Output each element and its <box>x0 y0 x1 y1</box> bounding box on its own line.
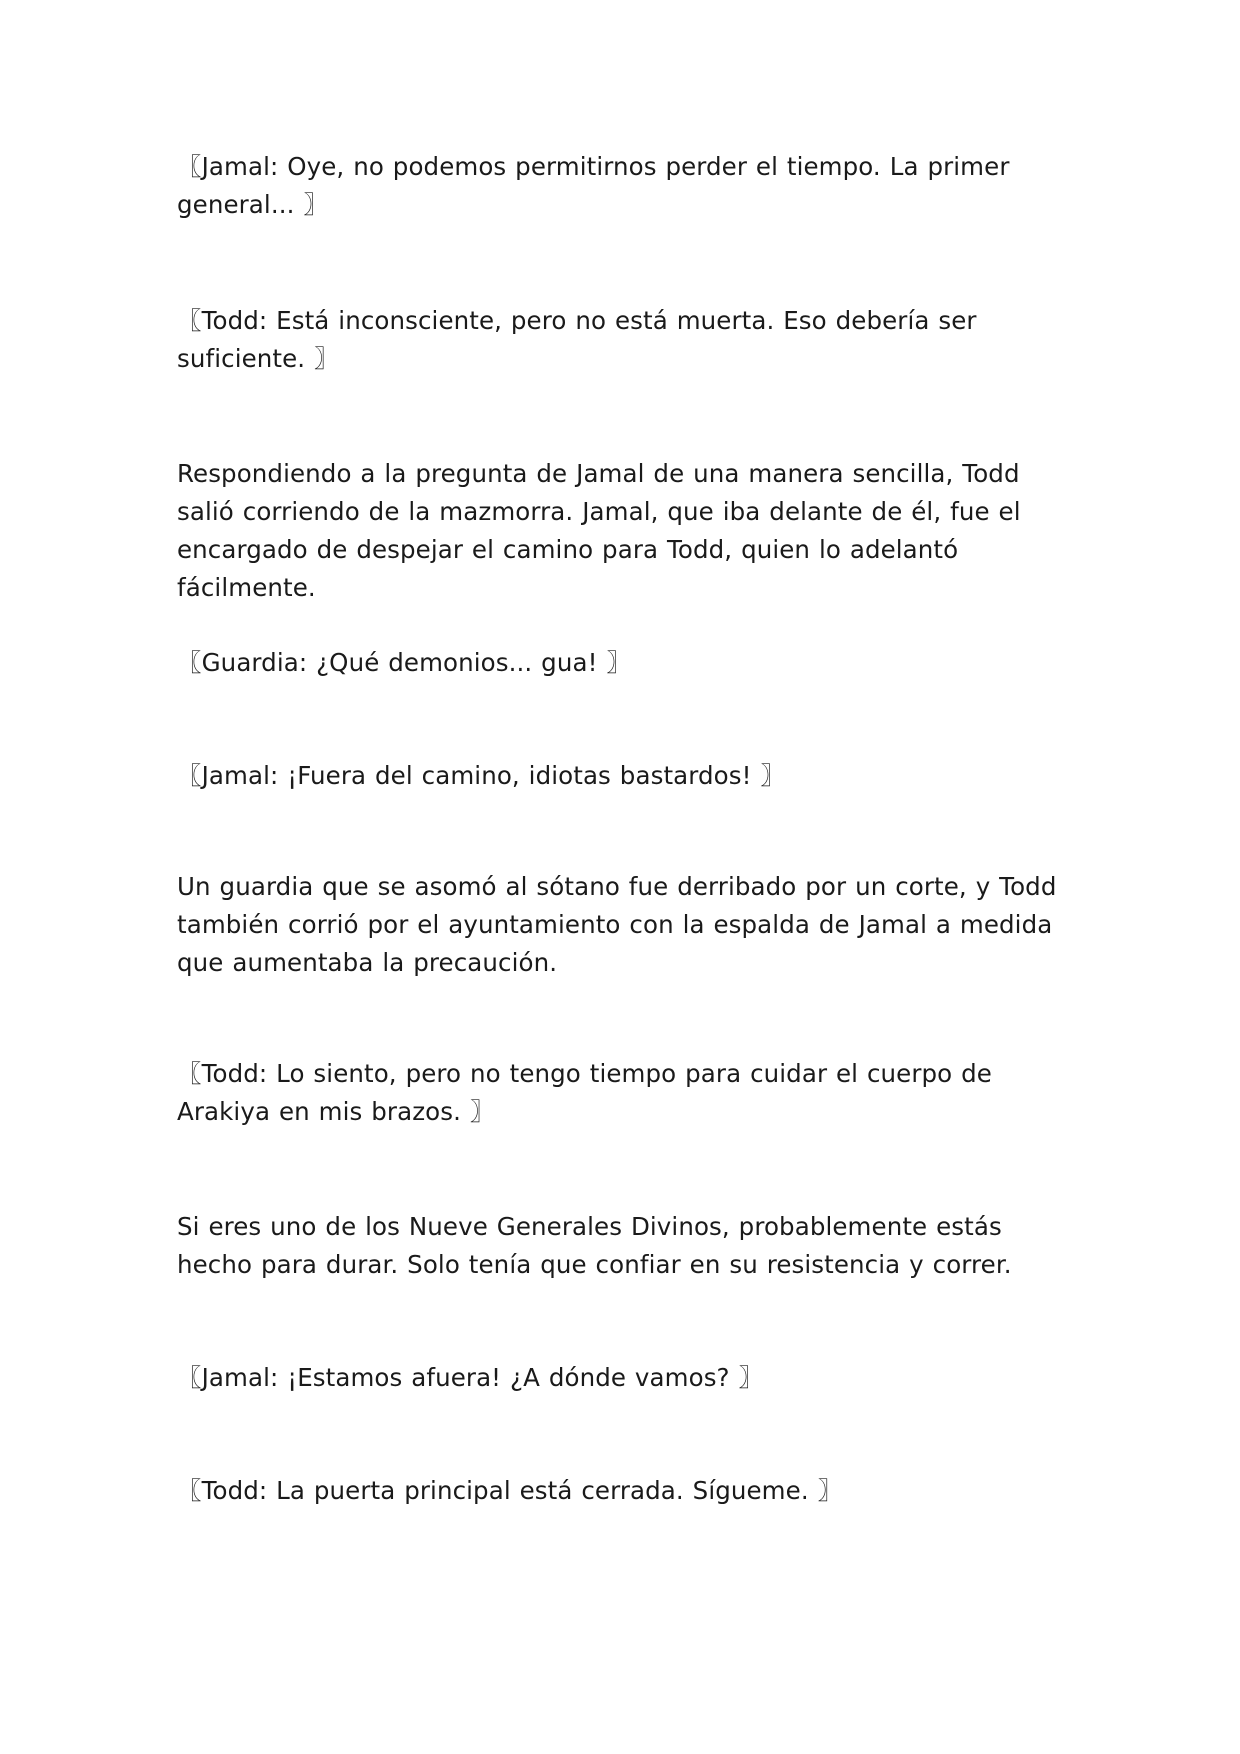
dialogue-jamal-1: 〖Jamal: Oye, no podemos permitirnos perder el tiempo. La primer general... 〗 <box>177 152 1010 219</box>
dialogue-jamal-2: 〖Jamal: ¡Fuera del camino, idiotas bastardos! 〗 <box>177 761 786 790</box>
narration-paragraph-3: Si eres uno de los Nueve Generales Divinos, probablemente estás hecho para durar. Solo tenía que confiar en su resistencia y correr. <box>177 1212 1012 1279</box>
dialogue-jamal-3: 〖Jamal: ¡Estamos afuera! ¿A dónde vamos? 〗 <box>177 1363 764 1392</box>
dialogue-guardia: 〖Guardia: ¿Qué demonios... gua! 〗 <box>177 648 631 677</box>
narration-paragraph-2: Un guardia que se asomó al sótano fue derribado por un corte, y Todd también corrió por el ayuntamiento con la espalda de Jamal a medida que aumentaba la precaución. <box>177 872 1057 977</box>
narration-paragraph-1: Respondiendo a la pregunta de Jamal de una manera sencilla, Todd salió corriendo de la mazmorra. Jamal, que iba delante de él, fue el encargado de despejar el camino para Todd, quien lo adelantó fácilmente. <box>177 459 1021 602</box>
dialogue-todd-3: 〖Todd: La puerta principal está cerrada. Sígueme. 〗 <box>177 1476 843 1505</box>
dialogue-todd-2: 〖Todd: Lo siento, pero no tengo tiempo para cuidar el cuerpo de Arakiya en mis brazos. 〗 <box>177 1059 992 1126</box>
dialogue-todd-1: 〖Todd: Está inconsciente, pero no está muerta. Eso debería ser suficiente. 〗 <box>177 306 977 373</box>
